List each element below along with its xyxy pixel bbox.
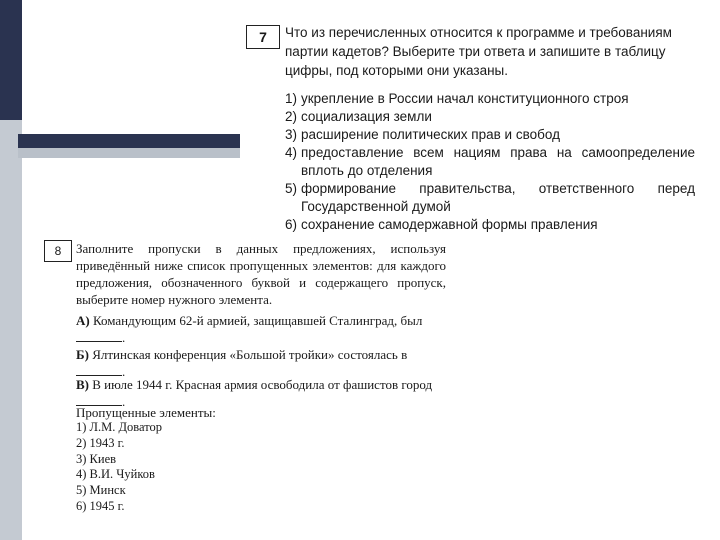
slide-horizontal-bar-shadow — [18, 148, 258, 158]
elements-list — [76, 420, 162, 515]
question-number: 8 — [44, 240, 72, 262]
answer-options — [285, 90, 695, 234]
answer-option: 6) сохранение самодержавной формы правления — [285, 217, 598, 232]
slide-horizontal-bar — [18, 134, 258, 148]
slide-top-left-bar — [0, 0, 22, 120]
list-item: 4) В.И. Чуйков — [76, 467, 155, 482]
list-item: 3) Киев — [76, 451, 117, 466]
question-text: Заполните пропуски в данных предложениях, используя приведённый ниже список пропущенных элементов: для каждого предложения, обозначенного буквой и содержащего пропуск, выберите номер нужного элемента. — [76, 241, 446, 307]
question-7-card — [240, 18, 702, 236]
list-item: 5) Минск — [76, 483, 126, 498]
question-text: Что из перечисленных относится к программе и требованиям партии кадетов? Выберите три ответа и запишите в таблицу цифры, под которыми они указаны. — [285, 25, 672, 78]
answer-blank — [76, 331, 122, 342]
fill-in-item: А) Командующим 62-й армией, защищавшей Сталинград, был . — [76, 313, 423, 345]
answer-option: 1) укрепление в России начал конституционного строя — [285, 91, 629, 106]
answer-option: 3) расширение политических прав и свобод — [285, 127, 560, 142]
question-number: 7 — [246, 25, 280, 49]
fill-in-item: В) В июле 1944 г. Красная армия освободила от фашистов город . — [76, 377, 433, 409]
list-item: 6) 1945 г. — [76, 498, 125, 513]
list-item: 1) Л.М. Доватор — [76, 420, 163, 434]
answer-option: 2) социализация земли — [285, 109, 432, 124]
list-item: 2) 1943 г. — [76, 435, 125, 450]
question-8-card — [36, 236, 452, 518]
answer-option: 4) предоставление всем нациям права на самоопределение вплоть до отделения — [285, 145, 695, 178]
fill-in-item: Б) Ялтинская конференция «Большой тройки» состоялась в . — [76, 347, 408, 379]
elements-heading: Пропущенные элементы: — [76, 405, 216, 420]
slide-left-bar — [0, 120, 22, 540]
answer-blank — [76, 365, 122, 376]
answer-option: 5) формирование правительства, ответственного перед Государственной думой — [285, 181, 695, 214]
